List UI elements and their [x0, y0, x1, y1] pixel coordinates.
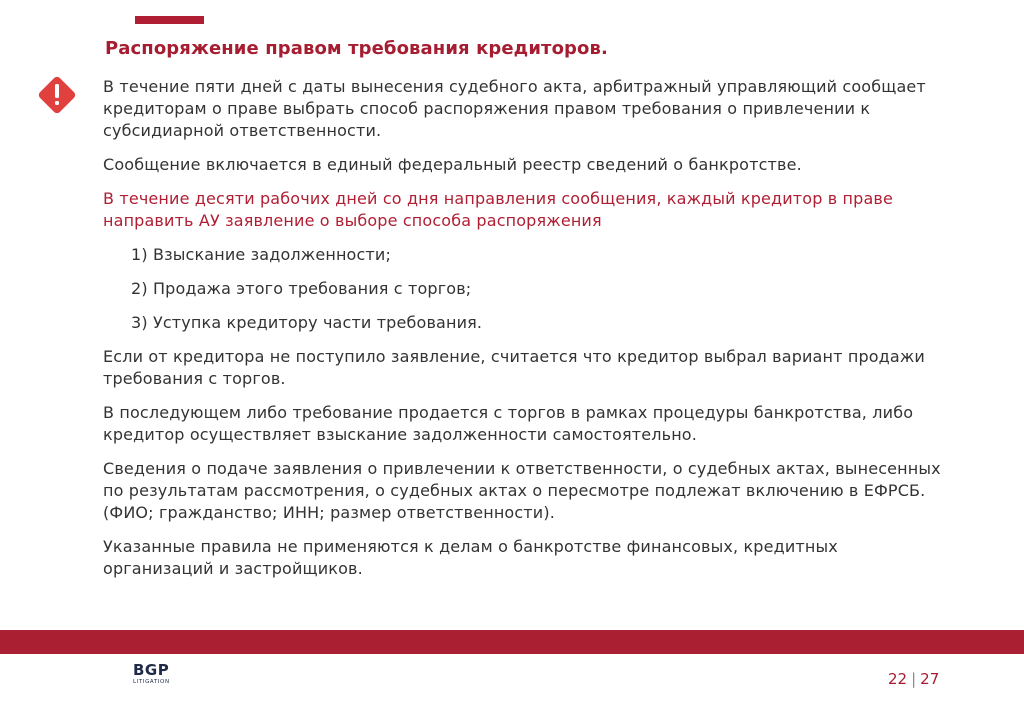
list-item: 3) Уступка кредитору части требования.: [131, 313, 483, 332]
slide-body: [103, 76, 943, 580]
logo-subtitle: LITIGATION: [133, 679, 170, 685]
page-total: 27: [920, 670, 940, 688]
warning-icon: [34, 72, 80, 118]
slide-title: Распоряжение правом требования кредиторов.: [105, 38, 608, 59]
options-list: [103, 244, 943, 334]
list-item: 2) Продажа этого требования с торгов;: [131, 279, 472, 298]
page-separator: |: [911, 670, 917, 688]
list-item: 1) Взыскание задолженности;: [131, 245, 391, 264]
company-logo: [133, 662, 170, 686]
page-number: [888, 670, 939, 688]
paragraph-exceptions: Указанные правила не применяются к делам о банкротстве финансовых, кредитных организаций и застройщиков.: [103, 537, 838, 578]
paragraph-registry: Сообщение включается в единый федеральный реестр сведений о банкротстве.: [103, 155, 802, 174]
footer-band: [0, 630, 1024, 654]
page-current: 22: [888, 670, 908, 688]
paragraph-highlight: В течение десяти рабочих дней со дня направления сообщения, каждый кредитор в праве направить АУ заявление о выборе способа распоряжения: [103, 189, 893, 230]
logo-wordmark: BGP: [133, 661, 170, 679]
paragraph-default-choice: Если от кредитора не поступило заявление, считается что кредитор выбрал вариант продажи требования с торгов.: [103, 347, 925, 388]
paragraph-subsequent: В последующем либо требование продается с торгов в рамках процедуры банкротства, либо кредитор осуществляет взыскание задолженности самостоятельно.: [103, 403, 914, 444]
paragraph-notice: В течение пяти дней с даты вынесения судебного акта, арбитражный управляющий сообщает кредиторам о праве выбрать способ распоряжения правом требования о привлечении к субсидиарной ответственности.: [103, 77, 926, 140]
top-accent-bar: [135, 16, 204, 24]
paragraph-efrsb: Сведения о подаче заявления о привлечении к ответственности, о судебных актах, вынесенных по результатам рассмотрения, о судебных актах о пересмотре подлежат включению в ЕФРСБ. (ФИО; гражданство; ИНН; размер ответственности).: [103, 459, 941, 522]
